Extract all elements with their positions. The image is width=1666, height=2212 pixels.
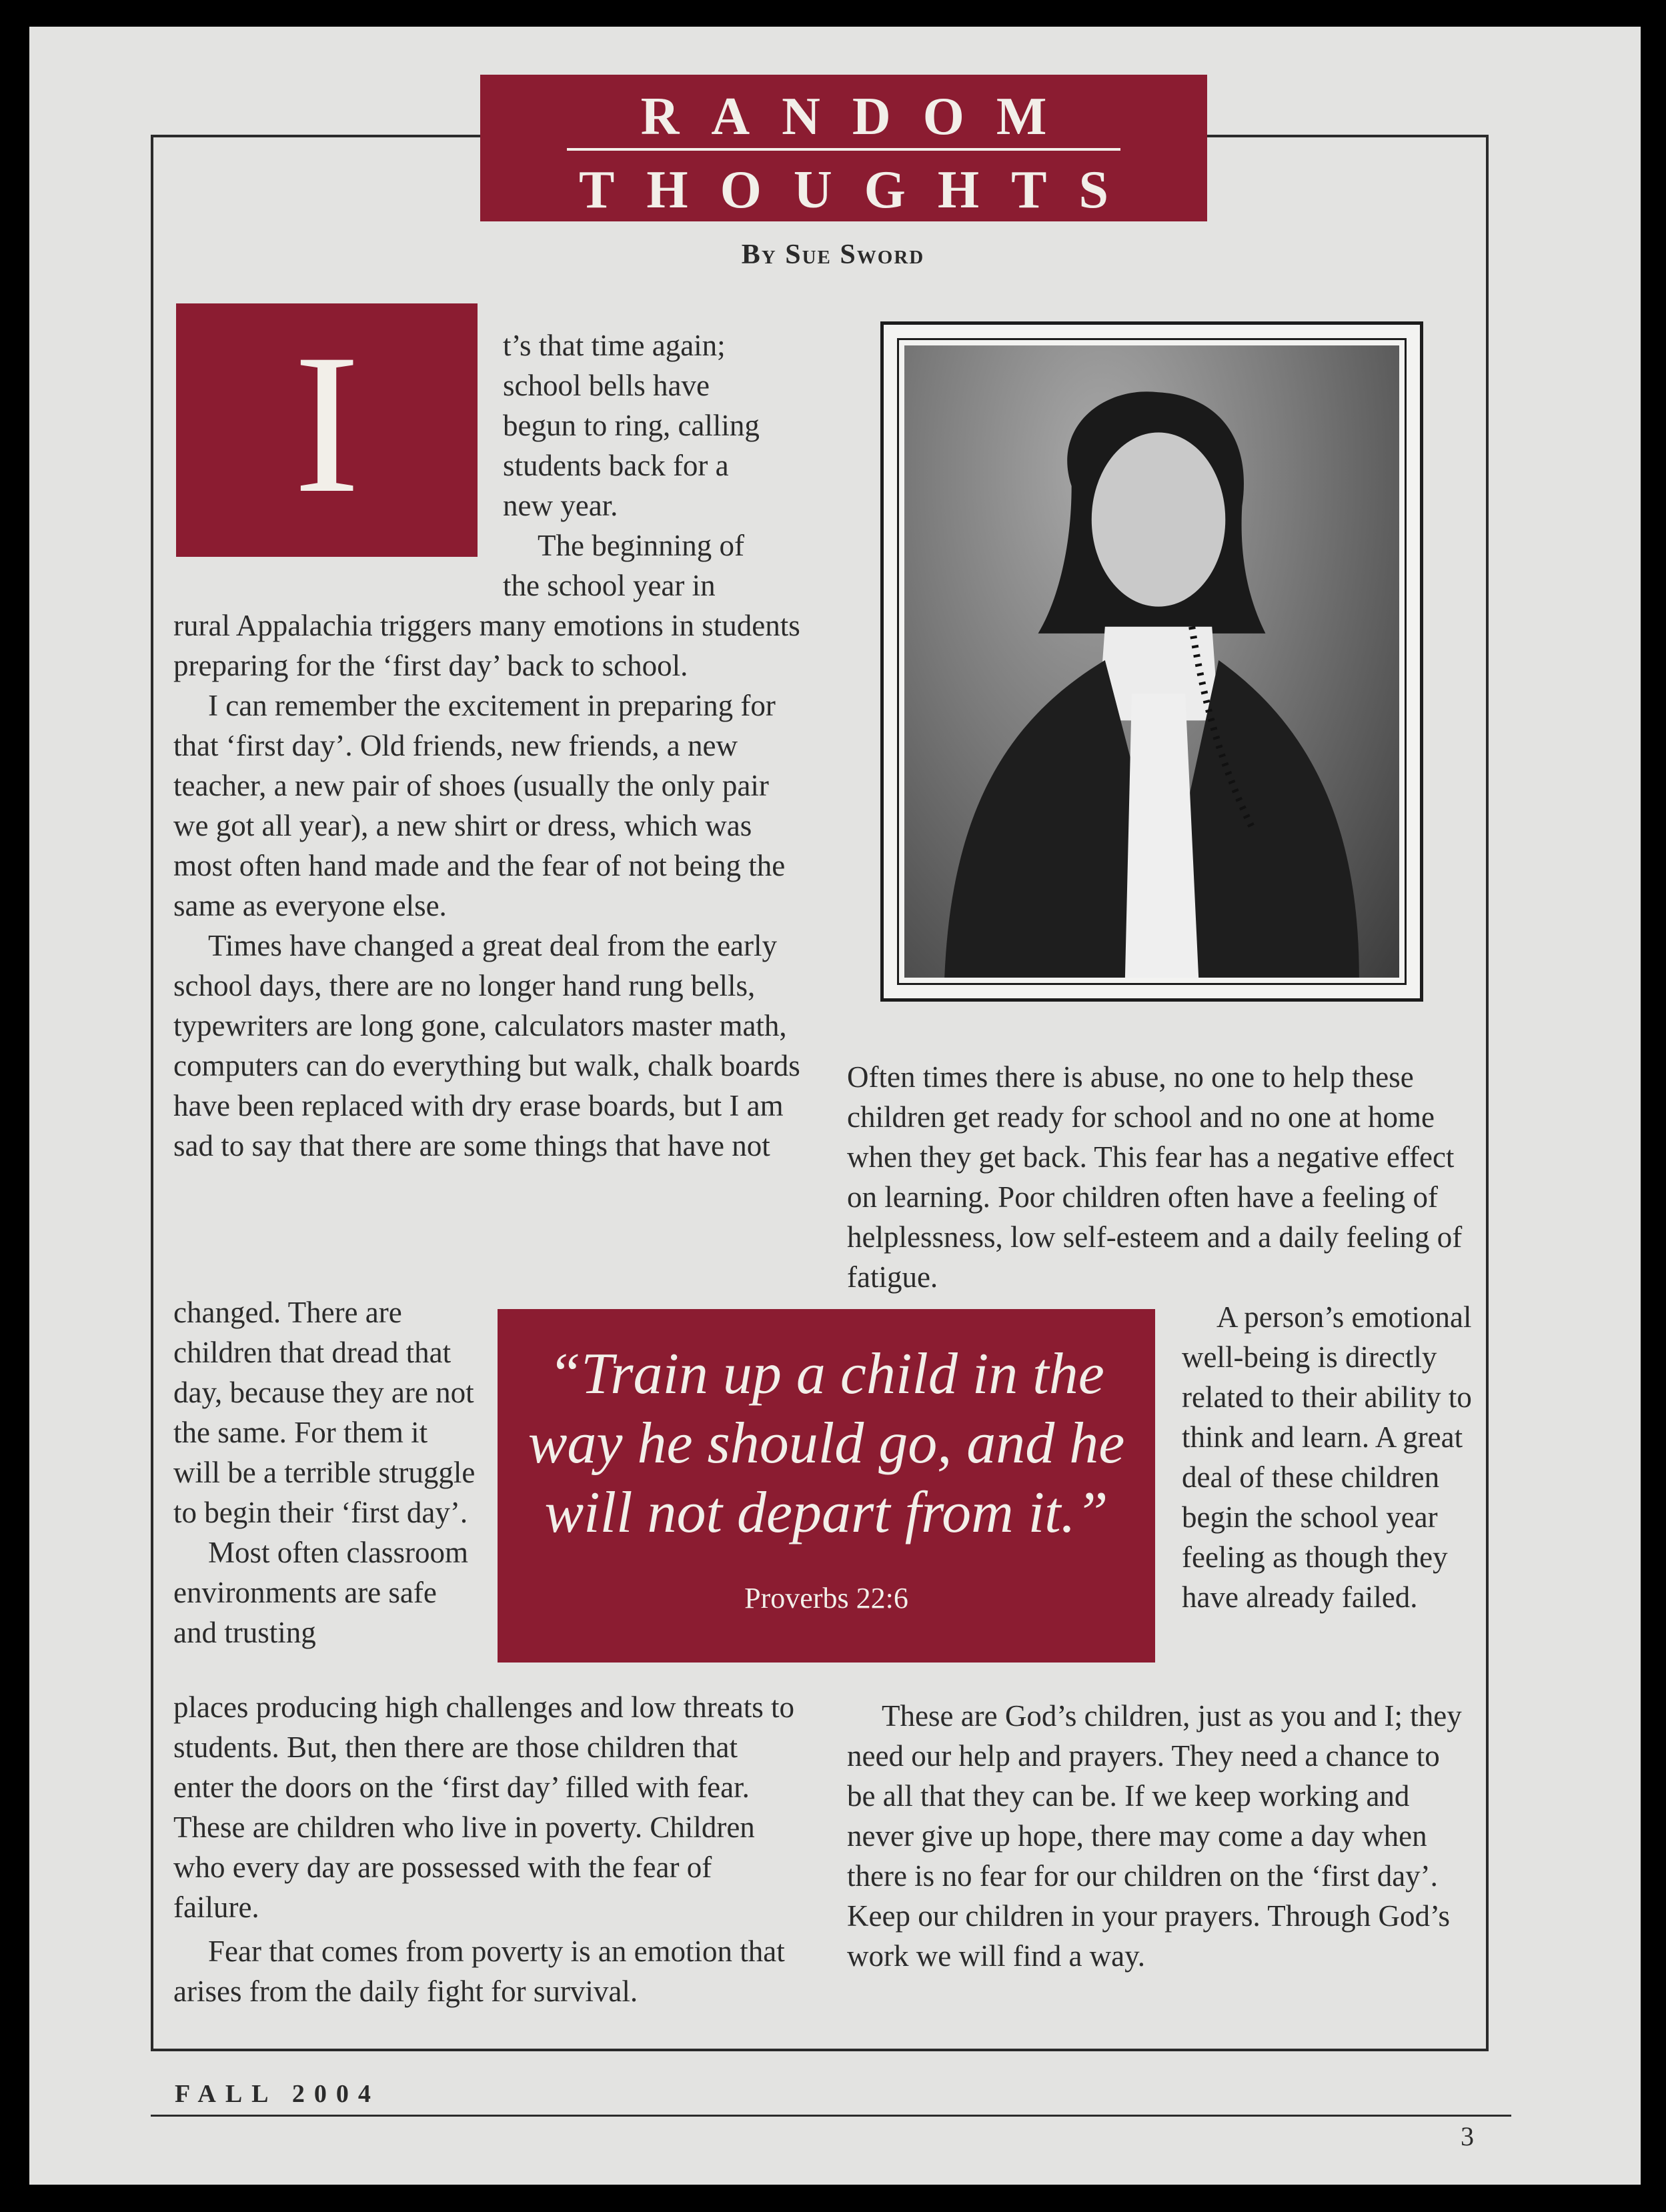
drop-cap: [176, 303, 478, 557]
paragraph: These are God’s children, just as you and I; they need our help and prayers. They need a chance to be all that they can be. If we keep working and never give up hope, there may come a day when there is no fear for our children on the ‘first day’. Keep our children in your prayers. Through God’s work we will find a way.: [847, 1699, 1462, 1973]
pull-quote-text: “Train up a child in the way he should go, and he will not depart from it.”: [528, 1342, 1125, 1545]
left-column-main: [173, 606, 800, 1166]
right-column-lower: [847, 1696, 1474, 1976]
pull-quote-source: Proverbs 22:6: [744, 1582, 908, 1614]
text-line: t’s that time again;: [503, 329, 726, 362]
text-line: The beginning of: [538, 529, 744, 562]
paragraph: Most often classroom environments are safe and trusting: [173, 1536, 468, 1649]
left-column-narrow: [173, 1292, 480, 1652]
text-line: students back for a: [503, 449, 729, 482]
paragraph: I can remember the excitement in preparing for that ‘first day’. Old friends, new friends, a new teacher, a new pair of shoes (usually the only pair we got all year), a new shirt or dress, which was most often hand made and the fear of not being the same as everyone else.: [173, 689, 786, 922]
text-line: new year.: [503, 489, 618, 522]
intro-block: [503, 325, 810, 606]
paragraph: Times have changed a great deal from the early school days, there are no longer hand rung bells, typewriters are long gone, calculators master math, computers can do everything but walk, chalk boards have been replaced with dry erase boards, but I am sad to say that there are some things that have not: [173, 929, 800, 1162]
text-line: school bells have: [503, 369, 710, 402]
author-photo: [904, 345, 1399, 978]
left-column-lower: [173, 1687, 800, 2011]
text-line: the school year in: [503, 569, 716, 602]
paragraph: Fear that comes from poverty is an emotion that arises from the daily fight for survival.: [173, 1935, 785, 2008]
paragraph: A person’s emotional well-being is directly related to their ability to think and learn. A great deal of these children begin the school year feeling as though they have already failed.: [1182, 1300, 1472, 1614]
paragraph: rural Appalachia triggers many emotions in students preparing for the ‘first day’ back to school.: [173, 609, 800, 682]
text-line: begun to ring, calling: [503, 409, 760, 442]
drop-cap-letter: I: [293, 313, 360, 534]
author-photo-frame: [880, 321, 1423, 1002]
byline: By Sue Sword: [741, 239, 925, 270]
portrait-illustration: [904, 345, 1399, 978]
title-random: RANDOM: [640, 87, 1079, 146]
pull-quote: [498, 1309, 1155, 1663]
right-column-narrow: [1182, 1297, 1475, 1617]
paragraph: changed. There are children that dread that day, because they are not the same. For them it will be a terrible struggle to begin their ‘first day’.: [173, 1296, 476, 1529]
title-divider: [567, 148, 1120, 151]
footer-divider: [151, 2115, 1511, 2117]
title-thoughts: THOUGHTS: [579, 161, 1140, 219]
paragraph: places producing high challenges and low threats to students. But, then there are those children that enter the doors on the ‘first day’ filled with fear. These are children who live in poverty. Children who every day are possessed with the fear of failure.: [173, 1691, 794, 1924]
paragraph: Often times there is abuse, no one to help these children get ready for school and no one at home when they get back. This fear has a negative effect on learning. Poor children often have a feeling of helplessness, low self-esteem and a daily feeling of fatigue.: [847, 1060, 1463, 1294]
title-banner: [480, 75, 1207, 221]
page-number: 3: [1461, 2121, 1474, 2151]
issue-label: FALL 2004: [175, 2080, 380, 2108]
right-column-upper: [847, 1057, 1474, 1297]
